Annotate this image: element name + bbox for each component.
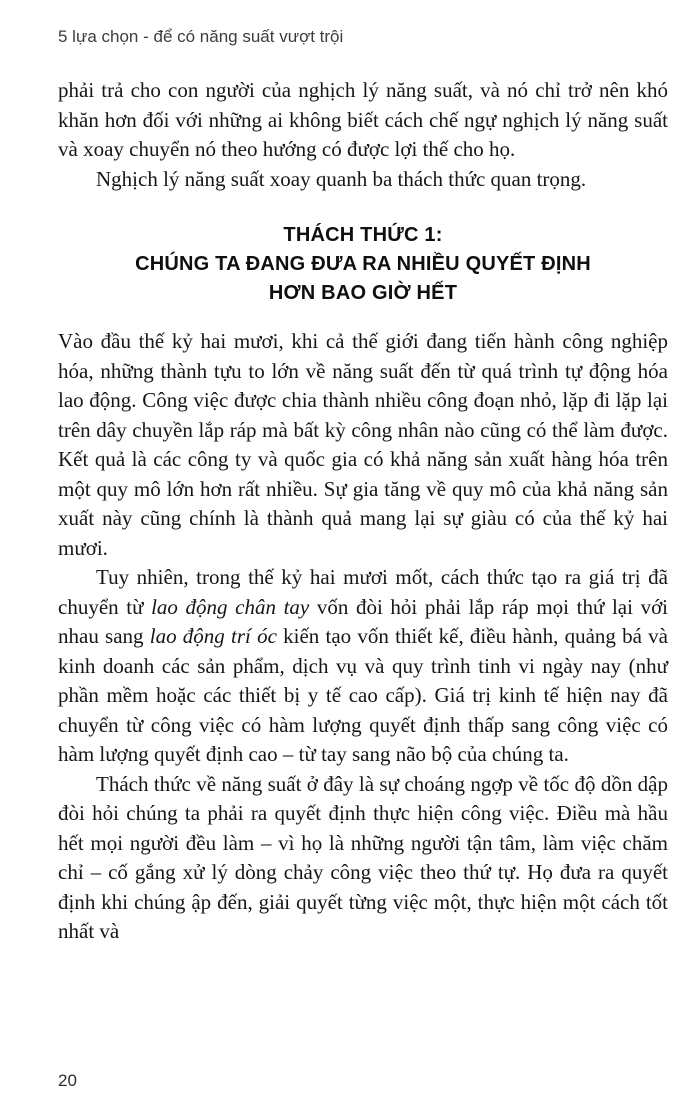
section-heading-line2: CHÚNG TA ĐANG ĐƯA RA NHIỀU QUYẾT ĐỊNH (135, 253, 591, 275)
text-column (58, 76, 668, 947)
page-number: 20 (58, 1071, 77, 1090)
section-heading-line1: THÁCH THỨC 1: (283, 224, 443, 246)
text-run: vốn đòi hỏi phải lắp ráp mọi thứ lại với nhau sang (58, 594, 669, 648)
paragraph-continuation: phải trả cho con người của nghịch lý năng suất, và nó chỉ trở nên khó khăn hơn đối với những ai không biết cách chế ngự nghịch lý năng suất và xoay chuyển nó theo hướng có được lợi thế cho họ. (58, 78, 668, 161)
text-run: Tuy nhiên, trong thế kỷ hai mươi mốt, cách thức tạo ra giá trị đã chuyển từ (58, 565, 668, 619)
text-run: kiến tạo vốn thiết kế, điều hành, quảng bá và kinh doanh các sản phẩm, dịch vụ và quy trình tinh vi ngày nay (như phần mềm hoặc các thiết bị y tế cao cấp). Giá trị kinh tế hiện nay đã chuyển từ công việc có hàm lượng quyết định thấp sang công việc có hàm lượng quyết định cao – từ tay sang não bộ của chúng ta. (58, 624, 668, 766)
italic-phrase-manual-labor: lao động chân tay (151, 594, 310, 619)
paragraph-three-challenges: Nghịch lý năng suất xoay quanh ba thách thức quan trọng. (96, 166, 587, 191)
running-header: 5 lựa chọn - để có năng suất vượt trội (58, 27, 344, 46)
section-heading (58, 221, 668, 308)
paragraph-decision-overload: Thách thức về năng suất ở đây là sự choáng ngợp về tốc độ dồn dập đòi hỏi chúng ta phải ra quyết định thực hiện công việc. Điều mà hầu hết mọi người đều làm – vì họ là những người tận tâm, làm việc chăm chỉ – cố gắng xử lý dòng chảy công việc theo thứ tự. Họ đưa ra quyết định khi chúng ập đến, giải quyết từng việc một, thực hiện một cách tốt nhất và (58, 771, 668, 943)
paragraph-industrialization: Vào đầu thế kỷ hai mươi, khi cả thế giới đang tiến hành công nghiệp hóa, những thành tựu to lớn về năng suất đến từ quá trình tự động hóa lao động. Công việc được chia thành nhiều công đoạn nhỏ, lặp đi lặp lại trên dây chuyền lắp ráp mà bất kỳ công nhân nào cũng có thể làm được. Kết quả là các công ty và quốc gia có khả năng sản xuất hàng hóa trên một quy mô lớn hơn rất nhiều. Sự gia tăng về quy mô của khả năng sản xuất này cũng chính là thành quả mang lại sự giàu có của thế kỷ hai mươi. (58, 329, 668, 560)
italic-phrase-knowledge-work: lao động trí óc (149, 624, 277, 648)
paragraph-labor-shift (58, 563, 668, 770)
section-heading-line3: HƠN BAO GIỜ HẾT (268, 282, 458, 304)
